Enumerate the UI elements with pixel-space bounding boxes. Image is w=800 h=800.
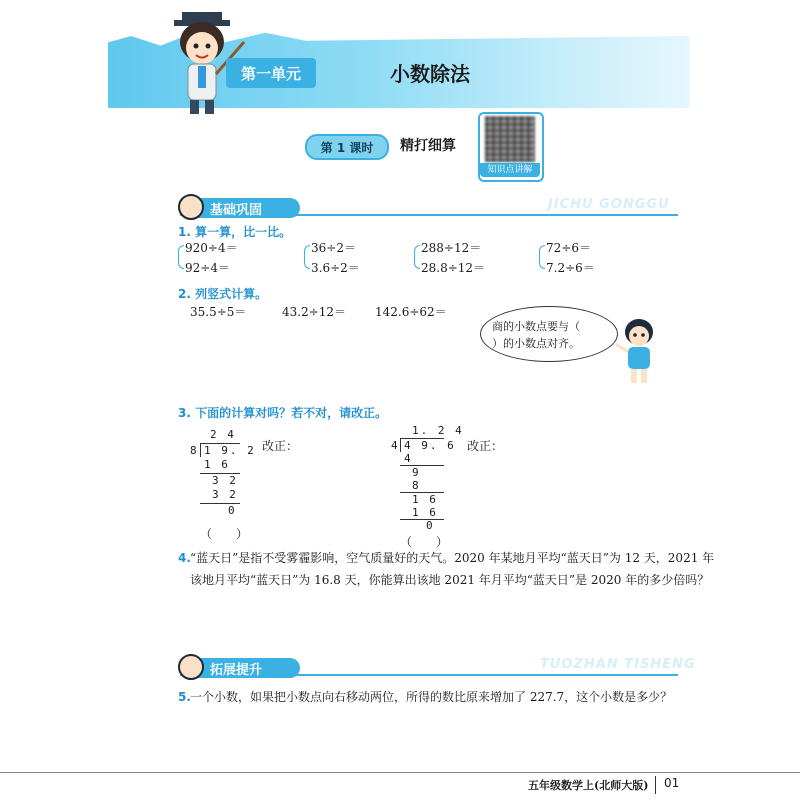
division-1-step: 3 2 xyxy=(212,474,238,487)
correction-label: 改正： xyxy=(467,439,504,453)
hint-line: 商的小数点要与（ xyxy=(492,320,580,333)
q1-expression: 72÷6＝ xyxy=(546,241,591,255)
bracket xyxy=(414,245,420,269)
question-5-text: 一个小数，如果把小数点向右移动两位，所得的数比原来增加了 227.7，这个小数是多少？ xyxy=(190,690,673,704)
chapter-title: 小数除法 xyxy=(390,61,470,86)
division-2-step: 1 6 xyxy=(412,506,438,519)
division-2-divisor: 4 xyxy=(391,439,400,452)
hint-text xyxy=(492,318,608,352)
mascot-face-icon xyxy=(178,194,204,220)
lesson-number-tag: 第 1 课时 xyxy=(305,134,389,160)
unit-label: 第一单元 xyxy=(226,58,316,88)
girl-mascot-illustration xyxy=(614,318,664,388)
q2-expression: 35.5÷5＝ xyxy=(190,305,247,319)
division-2-quotient: 1. 2 4 xyxy=(412,424,464,437)
footer-book-title: 五年级数学上(北师大版) xyxy=(528,779,649,792)
lesson-title: 精打细算 xyxy=(400,138,456,154)
bracket xyxy=(304,245,310,269)
division-1-step: 1 6 xyxy=(204,458,230,471)
question-2-heading: 2. 列竖式计算。 xyxy=(178,287,268,301)
bracket xyxy=(539,245,545,269)
division-1-quotient: 2 4 xyxy=(210,428,236,441)
qr-code-label: 知识点讲解 xyxy=(480,163,540,177)
q1-expression: 920÷4＝ xyxy=(185,241,238,255)
question-5-number: 5. xyxy=(178,690,191,704)
division-bar xyxy=(400,438,401,452)
division-1-dividend: 1 9. 2 xyxy=(204,444,256,457)
division-2-dividend: 4 9. 6 xyxy=(404,439,456,452)
q1-expression: 36÷2＝ xyxy=(311,241,356,255)
question-4-text: “蓝天日”是指不受雾霾影响，空气质量好的天气。2020 年某地月平均“蓝天日”为 12 天，2021 年 xyxy=(190,551,715,565)
page-number: 01 xyxy=(664,776,680,790)
section-title-basic: 基础巩固 xyxy=(180,198,300,218)
q2-expression: 142.6÷62＝ xyxy=(375,305,447,319)
division-1-step: 3 2 xyxy=(212,488,238,501)
division-2-step: 0 xyxy=(426,519,435,532)
q1-expression: 288÷12＝ xyxy=(421,241,482,255)
section-title-extension-en: TUOZHAN TISHENG xyxy=(540,657,696,672)
q1-expression: 92÷4＝ xyxy=(185,261,230,275)
answer-blank[interactable]: （ ） xyxy=(200,527,249,541)
q1-expression: 7.2÷6＝ xyxy=(546,261,595,275)
bracket xyxy=(178,245,184,269)
division-2-step: 4 xyxy=(404,452,413,465)
division-2-step: 9 xyxy=(412,466,421,479)
division-line xyxy=(400,465,444,466)
correction-label: 改正： xyxy=(262,439,299,453)
question-3-heading: 3. 下面的计算对吗？若不对，请改正。 xyxy=(178,406,388,420)
footer-rule xyxy=(0,772,800,773)
division-2-step: 8 xyxy=(412,479,421,492)
q1-expression: 28.8÷12＝ xyxy=(421,261,486,275)
footer-separator xyxy=(655,776,656,794)
question-4-text: 该地月平均“蓝天日”为 16.8 天，你能算出该地 2021 年月平均“蓝天日”是 2020 年的多少倍吗？ xyxy=(190,573,710,587)
division-bar xyxy=(200,443,201,457)
qr-code-image[interactable] xyxy=(485,116,535,162)
question-4-number: 4. xyxy=(178,551,191,565)
section-title-basic-en: JICHU GONGGU xyxy=(548,197,670,212)
hint-line: ）的小数点对齐。 xyxy=(492,337,580,350)
q2-expression: 43.2÷12＝ xyxy=(282,305,347,319)
division-1-divisor: 8 xyxy=(190,444,199,457)
division-line xyxy=(400,519,444,520)
answer-blank[interactable]: （ ） xyxy=(400,535,449,549)
mascot-face-icon xyxy=(178,654,204,680)
q1-expression: 3.6÷2＝ xyxy=(311,261,360,275)
section-title-extension: 拓展提升 xyxy=(180,658,300,678)
division-1-step: 0 xyxy=(228,504,237,517)
question-1-heading: 1. 算一算，比一比。 xyxy=(178,225,292,239)
division-2-step: 1 6 xyxy=(412,493,438,506)
